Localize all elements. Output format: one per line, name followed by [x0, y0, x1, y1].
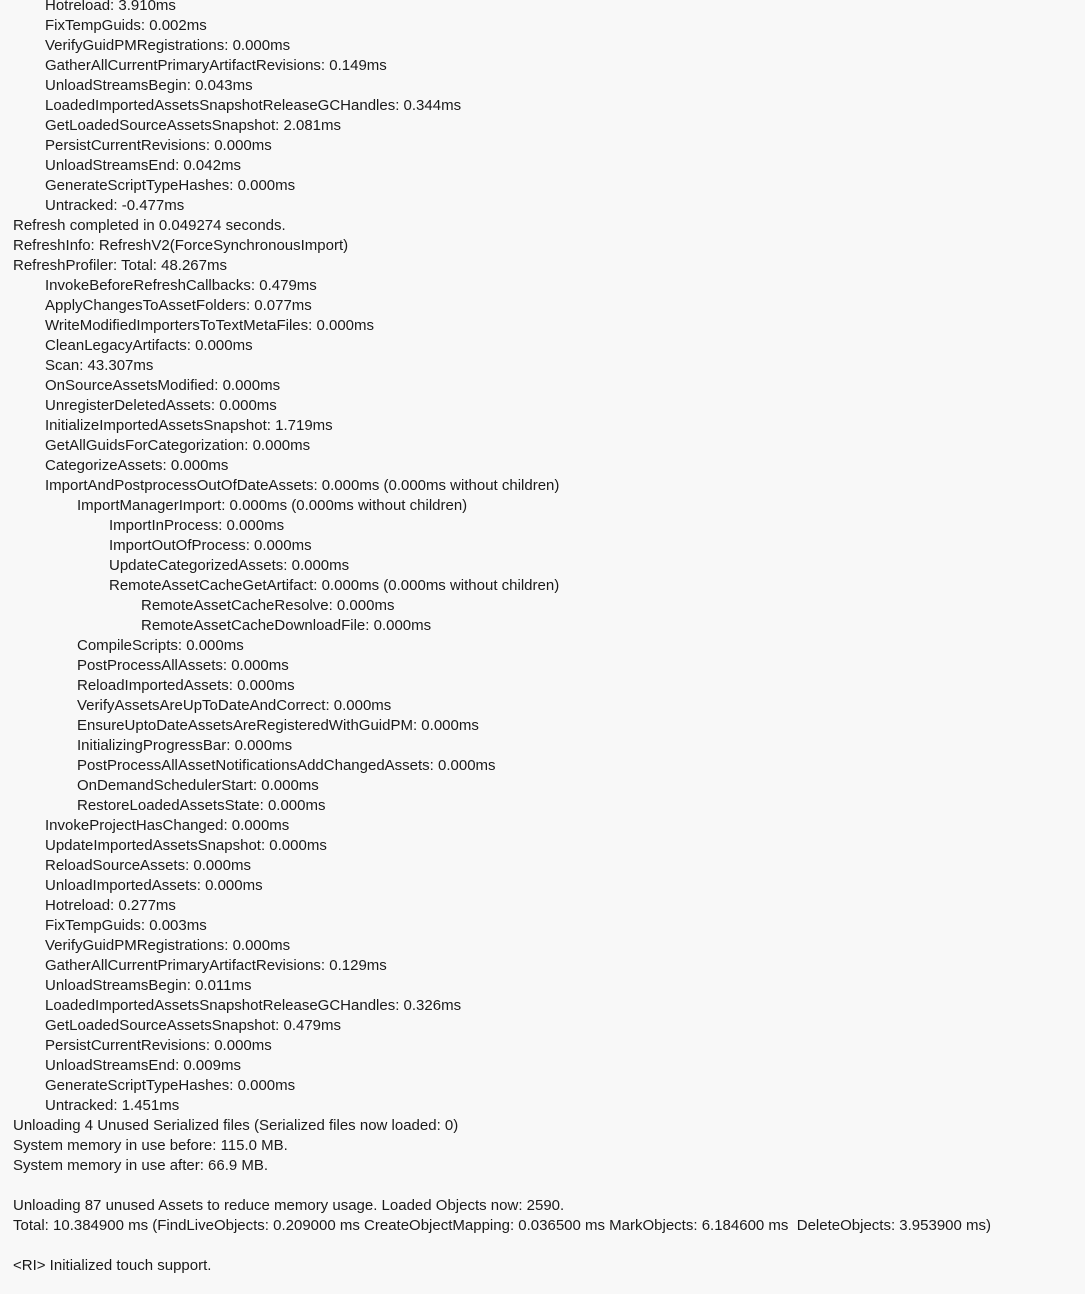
- log-line: ImportInProcess: 0.000ms: [109, 517, 285, 534]
- log-line: System memory in use after: 66.9 MB.: [13, 1157, 269, 1174]
- log-line: UnloadStreamsEnd: 0.042ms: [45, 157, 241, 174]
- log-line: ReloadSourceAssets: 0.000ms: [45, 857, 251, 874]
- log-line: UnloadStreamsEnd: 0.009ms: [45, 1057, 241, 1074]
- log-line: ImportManagerImport: 0.000ms (0.000ms without children): [77, 497, 468, 514]
- log-line: InvokeBeforeRefreshCallbacks: 0.479ms: [45, 277, 317, 294]
- log-line: [13, 1176, 1085, 1196]
- log-line: CleanLegacyArtifacts: 0.000ms: [45, 337, 253, 354]
- log-line: GenerateScriptTypeHashes: 0.000ms: [45, 1077, 296, 1094]
- log-line: ReloadImportedAssets: 0.000ms: [77, 677, 295, 694]
- log-line: Unloading 87 unused Assets to reduce memory usage. Loaded Objects now: 2590.: [13, 1197, 565, 1214]
- log-line: OnSourceAssetsModified: 0.000ms: [45, 377, 281, 394]
- log-line: VerifyGuidPMRegistrations: 0.000ms: [45, 37, 291, 54]
- log-line: CategorizeAssets: 0.000ms: [45, 457, 229, 474]
- log-line: VerifyAssetsAreUpToDateAndCorrect: 0.000ms: [77, 697, 392, 714]
- log-line: FixTempGuids: 0.002ms: [45, 17, 207, 34]
- log-line: InitializeImportedAssetsSnapshot: 1.719ms: [45, 417, 333, 434]
- log-line: ApplyChangesToAssetFolders: 0.077ms: [45, 297, 312, 314]
- log-line: InvokeProjectHasChanged: 0.000ms: [45, 817, 290, 834]
- log-line: InitializingProgressBar: 0.000ms: [77, 737, 293, 754]
- log-line: PersistCurrentRevisions: 0.000ms: [45, 1037, 272, 1054]
- log-line: GetLoadedSourceAssetsSnapshot: 0.479ms: [45, 1017, 342, 1034]
- log-line: FixTempGuids: 0.003ms: [45, 917, 207, 934]
- log-line: RestoreLoadedAssetsState: 0.000ms: [77, 797, 326, 814]
- log-line: GenerateScriptTypeHashes: 0.000ms: [45, 177, 296, 194]
- log-line: ImportOutOfProcess: 0.000ms: [109, 537, 312, 554]
- log-line: UnloadImportedAssets: 0.000ms: [45, 877, 263, 894]
- log-line: Unloading 4 Unused Serialized files (Serialized files now loaded: 0): [13, 1117, 459, 1134]
- console-log[interactable]: [13, 0, 1085, 1276]
- log-line: UnloadStreamsBegin: 0.011ms: [45, 977, 252, 994]
- log-line: LoadedImportedAssetsSnapshotReleaseGCHandles: 0.344ms: [45, 97, 462, 114]
- log-line: WriteModifiedImportersToTextMetaFiles: 0.000ms: [45, 317, 375, 334]
- log-line: PostProcessAllAssetNotificationsAddChangedAssets: 0.000ms: [77, 757, 496, 774]
- log-line: RemoteAssetCacheDownloadFile: 0.000ms: [141, 617, 432, 634]
- log-line: EnsureUptoDateAssetsAreRegisteredWithGuidPM: 0.000ms: [77, 717, 479, 734]
- log-line: VerifyGuidPMRegistrations: 0.000ms: [45, 937, 291, 954]
- log-line: Untracked: -0.477ms: [45, 197, 185, 214]
- log-line: RefreshInfo: RefreshV2(ForceSynchronousImport): [13, 237, 349, 254]
- log-line: <RI> Initialized touch support.: [13, 1257, 212, 1274]
- log-line: RefreshProfiler: Total: 48.267ms: [13, 257, 227, 274]
- log-line: UpdateCategorizedAssets: 0.000ms: [109, 557, 350, 574]
- log-line: OnDemandSchedulerStart: 0.000ms: [77, 777, 319, 794]
- log-line: GatherAllCurrentPrimaryArtifactRevisions: 0.129ms: [45, 957, 387, 974]
- log-line: UpdateImportedAssetsSnapshot: 0.000ms: [45, 837, 327, 854]
- log-line: PostProcessAllAssets: 0.000ms: [77, 657, 289, 674]
- log-line: LoadedImportedAssetsSnapshotReleaseGCHandles: 0.326ms: [45, 997, 462, 1014]
- log-line: [13, 1236, 1085, 1256]
- log-line: Untracked: 1.451ms: [45, 1097, 180, 1114]
- log-line: System memory in use before: 115.0 MB.: [13, 1137, 288, 1154]
- log-line: Total: 10.384900 ms (FindLiveObjects: 0.209000 ms CreateObjectMapping: 0.036500 ms MarkObjects: 6.184600 ms DeleteObjects: 3.953900 ms): [13, 1217, 992, 1234]
- log-line: RemoteAssetCacheGetArtifact: 0.000ms (0.000ms without children): [109, 577, 560, 594]
- log-line: Hotreload: 0.277ms: [45, 897, 176, 914]
- log-line: GetLoadedSourceAssetsSnapshot: 2.081ms: [45, 117, 342, 134]
- log-line: GatherAllCurrentPrimaryArtifactRevisions: 0.149ms: [45, 57, 387, 74]
- log-line: RemoteAssetCacheResolve: 0.000ms: [141, 597, 395, 614]
- log-line: PersistCurrentRevisions: 0.000ms: [45, 137, 272, 154]
- log-line: ImportAndPostprocessOutOfDateAssets: 0.000ms (0.000ms without children): [45, 477, 560, 494]
- log-line: CompileScripts: 0.000ms: [77, 637, 244, 654]
- log-line: UnregisterDeletedAssets: 0.000ms: [45, 397, 277, 414]
- log-line: Hotreload: 3.910ms: [45, 0, 176, 14]
- log-line: Refresh completed in 0.049274 seconds.: [13, 217, 286, 234]
- log-line: UnloadStreamsBegin: 0.043ms: [45, 77, 253, 94]
- log-line: Scan: 43.307ms: [45, 357, 154, 374]
- log-line: GetAllGuidsForCategorization: 0.000ms: [45, 437, 311, 454]
